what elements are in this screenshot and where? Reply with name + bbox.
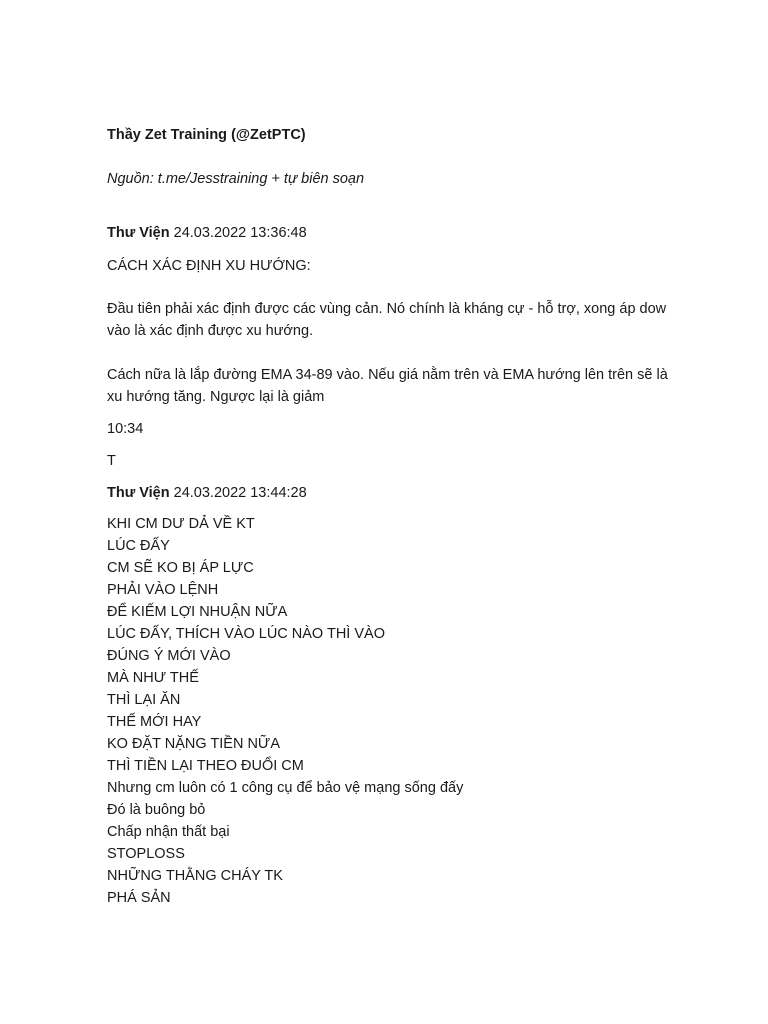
message-header bbox=[107, 482, 687, 504]
message-line: PHẢI VÀO LỆNH bbox=[107, 582, 219, 598]
message-line: ĐỂ KIẾM LỢI NHUẬN NỮA bbox=[107, 604, 288, 620]
document-page bbox=[107, 124, 687, 909]
message-line: Đó là buông bỏ bbox=[107, 802, 206, 818]
message-lines bbox=[107, 513, 687, 909]
message-sender: Thư Viện bbox=[107, 225, 170, 241]
message-header bbox=[107, 222, 687, 244]
document-title: Thầy Zet Training (@ZetPTC) bbox=[107, 127, 306, 143]
message-timestamp: 24.03.2022 13:36:48 bbox=[173, 225, 307, 241]
message-line: KO ĐẶT NẶNG TIỀN NỮA bbox=[107, 736, 280, 752]
message-line: LÚC ĐẤY bbox=[107, 538, 170, 554]
message-time: 10:34 bbox=[107, 421, 144, 437]
message-line: Nhưng cm luôn có 1 công cụ để bảo vệ mạng sống đấy bbox=[107, 780, 464, 796]
message-line: THÌ TIỀN LẠI THEO ĐUỔI CM bbox=[107, 758, 304, 774]
message-letter: T bbox=[107, 453, 116, 469]
message-line: PHÁ SẢN bbox=[107, 890, 171, 906]
message-line: KHI CM DƯ DẢ VỀ KT bbox=[107, 516, 255, 532]
message-paragraph: Đầu tiên phải xác định được các vùng cản. Nó chính là kháng cự - hỗ trợ, xong áp dow vào là xác định được xu hướng. bbox=[107, 301, 667, 339]
message-sender: Thư Viện bbox=[107, 485, 170, 501]
message-line: STOPLOSS bbox=[107, 846, 185, 862]
message-line: THẾ MỚI HAY bbox=[107, 714, 202, 730]
message-line: ĐÚNG Ý MỚI VÀO bbox=[107, 648, 231, 664]
message-paragraph: Cách nữa là lắp đường EMA 34-89 vào. Nếu giá nằm trên và EMA hướng lên trên sẽ là xu hướng tăng. Ngược lại là giảm bbox=[107, 367, 668, 405]
message-line: THÌ LẠI ĂN bbox=[107, 692, 181, 708]
message-line: MÀ NHƯ THẾ bbox=[107, 670, 199, 686]
document-source: Nguồn: t.me/Jesstraining + tự biên soạn bbox=[107, 171, 365, 187]
message-line: LÚC ĐẤY, THÍCH VÀO LÚC NÀO THÌ VÀO bbox=[107, 626, 385, 642]
message-line: NHỮNG THẰNG CHÁY TK bbox=[107, 868, 283, 884]
message-timestamp: 24.03.2022 13:44:28 bbox=[173, 485, 307, 501]
message-heading: CÁCH XÁC ĐỊNH XU HƯỚNG: bbox=[107, 258, 311, 274]
message-line: CM SẼ KO BỊ ÁP LỰC bbox=[107, 560, 254, 576]
message-line: Chấp nhận thất bại bbox=[107, 824, 230, 840]
